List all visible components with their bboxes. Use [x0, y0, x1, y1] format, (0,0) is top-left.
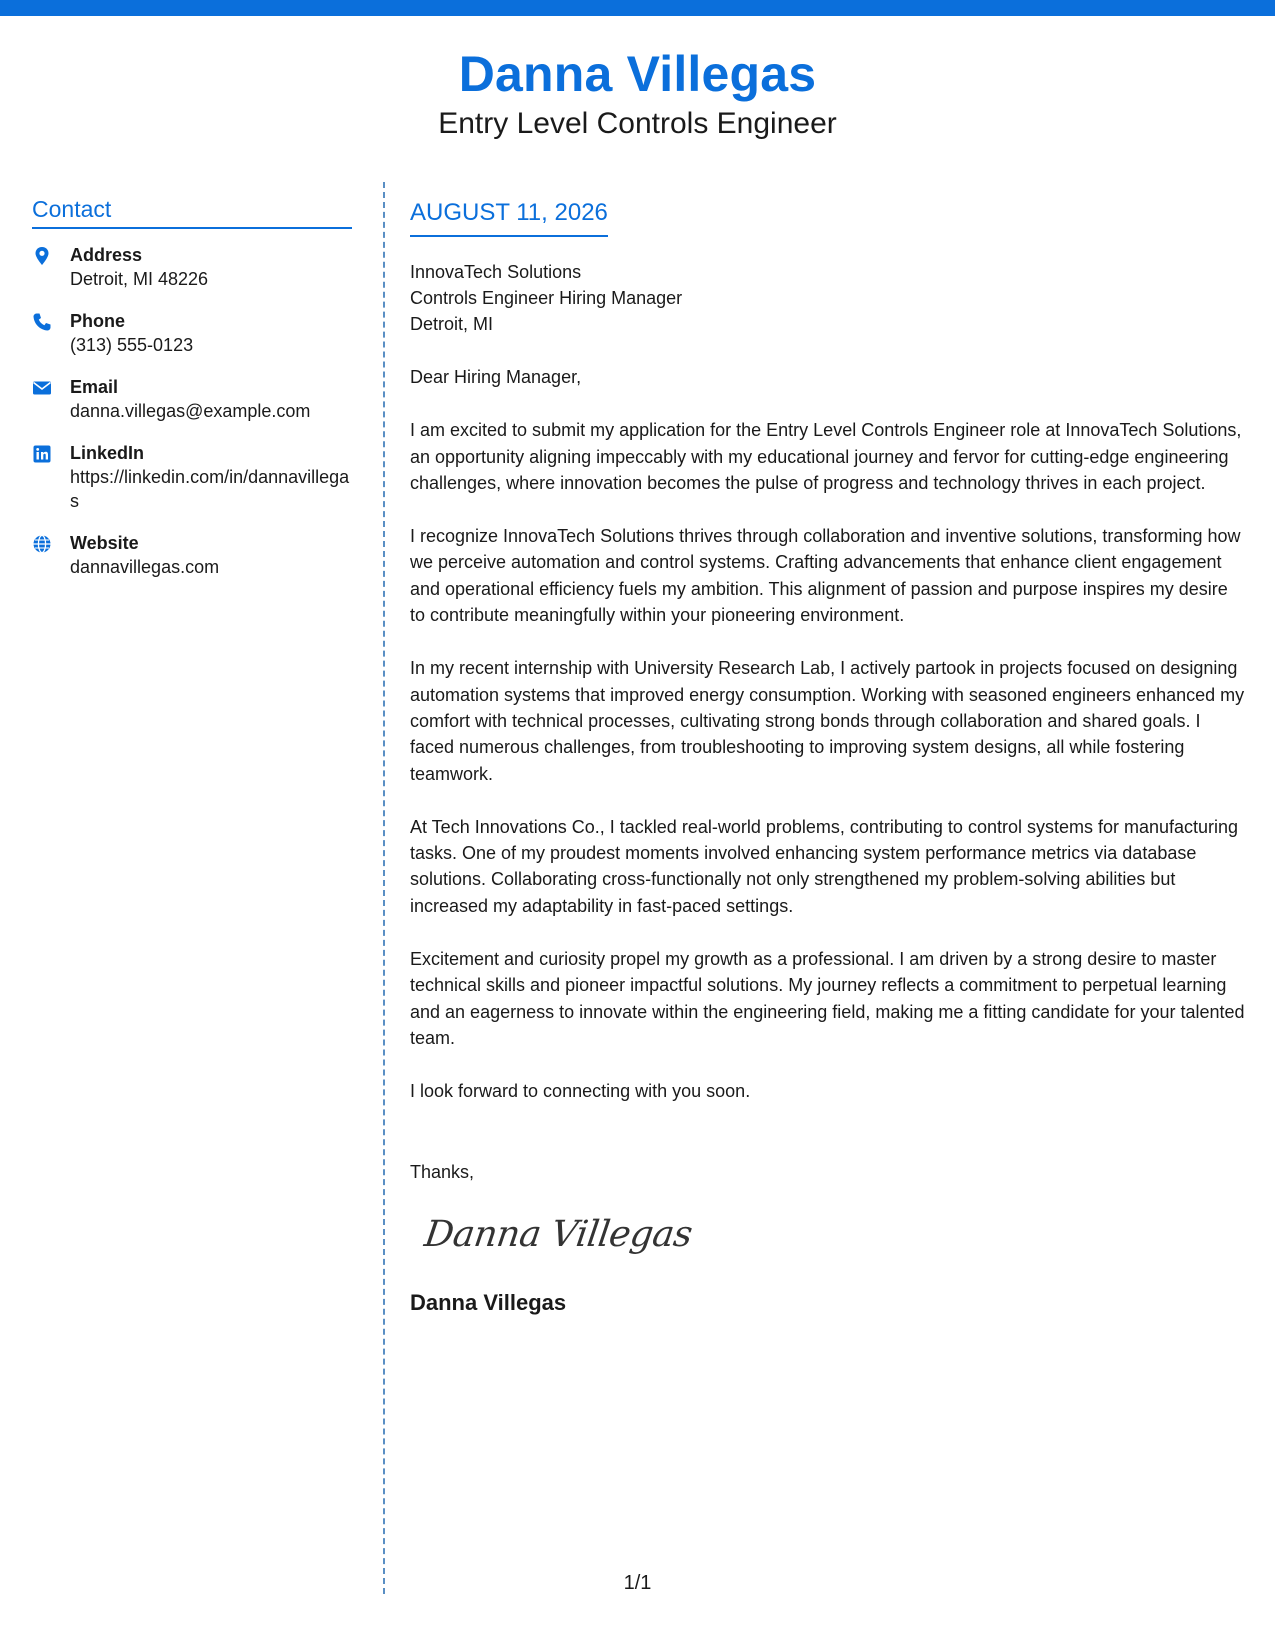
- page-number: 1/1: [623, 1572, 652, 1594]
- envelope-icon: [32, 375, 70, 423]
- page-header: [0, 44, 1275, 142]
- contact-label: Website: [70, 533, 139, 553]
- email-value[interactable]: danna.villegas@example.com: [70, 401, 311, 421]
- closing: Thanks,: [410, 1161, 475, 1182]
- candidate-name: Danna Villegas: [458, 46, 817, 102]
- paragraph: I am excited to submit my application for the Entry Level Controls Engineer role at InnovaTech Solutions, an opportunity aligning impeccably with my educational journey and fervor for cutting-edge engineering challenges, where innovation becomes the pulse of progress and technology thrives in each project.: [410, 420, 1242, 493]
- contact-item-address: [32, 243, 352, 291]
- top-accent-bar: [0, 0, 1275, 16]
- contact-item-email: [32, 375, 352, 423]
- phone-value[interactable]: (313) 555-0123: [70, 335, 194, 355]
- website-value[interactable]: dannavillegas.com: [70, 557, 220, 577]
- linkedin-value[interactable]: https://linkedin.com/in/dannavillegas: [70, 467, 350, 511]
- contact-label: Address: [70, 245, 143, 265]
- phone-icon: [32, 309, 70, 357]
- map-pin-icon: [32, 243, 70, 291]
- column-divider: [383, 182, 385, 1594]
- letter-date: AUGUST 11, 2026: [410, 198, 608, 237]
- recipient-title: Controls Engineer Hiring Manager: [410, 288, 683, 308]
- contact-item-phone: [32, 309, 352, 357]
- globe-icon: [32, 531, 70, 579]
- contact-sidebar: [32, 195, 352, 597]
- contact-item-website: [32, 531, 352, 579]
- salutation: Dear Hiring Manager,: [410, 367, 582, 387]
- contact-list: [32, 243, 352, 579]
- address-value: Detroit, MI 48226: [70, 269, 209, 289]
- job-title: Entry Level Controls Engineer: [438, 107, 837, 140]
- contact-label: Email: [70, 377, 119, 397]
- contact-label: Phone: [70, 311, 126, 331]
- paragraph: Excitement and curiosity propel my growth as a professional. I am driven by a strong desire to master technical skills and pioneer impactful solutions. My journey reflects a commitment to perpetual learning and an eagerness to innovate within the engineering field, making me a fitting candidate for your talented team.: [410, 949, 1245, 1048]
- paragraph: At Tech Innovations Co., I tackled real-world problems, contributing to control systems for manufacturing tasks. One of my proudest moments involved enhancing system performance metrics via database solutions. Collaborating cross-functionally not only strengthened my problem-solving abilities but increased my adaptability in fast-paced settings.: [410, 816, 1239, 916]
- paragraph: In my recent internship with University Research Lab, I actively partook in projects focused on designing automation systems that improved energy consumption. Working with seasoned engineers enhanced my comfort with technical processes, cultivating strong bonds through collaboration and shared goals. I faced numerous challenges, from troubleshooting to improving system designs, all while fostering teamwork.: [410, 658, 1245, 784]
- recipient-company: InnovaTech Solutions: [410, 262, 582, 282]
- paragraph: I recognize InnovaTech Solutions thrives through collaboration and inventive solutions, transforming how we perceive automation and control systems. Crafting advancements that enhance client engagement and operational efficiency fuels my ambition. This alignment of passion and purpose inspires my desire to contribute meaningfully within your pioneering environment.: [410, 526, 1241, 626]
- signed-name: Danna Villegas: [410, 1289, 567, 1315]
- linkedin-icon: [32, 441, 70, 513]
- contact-item-linkedin: [32, 441, 352, 513]
- contact-heading: Contact: [32, 195, 352, 229]
- paragraph: I look forward to connecting with you soon.: [410, 1081, 751, 1102]
- letter-body: [410, 198, 1245, 1317]
- handwritten-signature: Danna Villegas: [422, 1213, 695, 1255]
- recipient-location: Detroit, MI: [410, 314, 494, 334]
- contact-label: LinkedIn: [70, 443, 145, 463]
- recipient-block: [410, 259, 1245, 337]
